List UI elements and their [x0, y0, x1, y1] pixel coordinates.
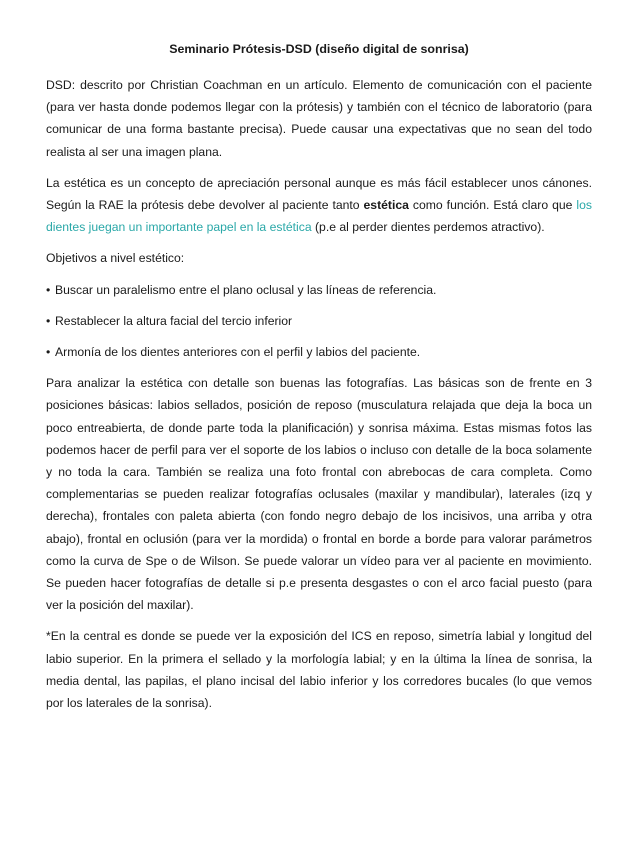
- bullet-dot: •: [46, 313, 51, 328]
- paragraph-estetica-text-a: La estética es un concepto de apreciación personal aunque es más fácil establecer unos cánones. Según la RAE la prótesis debe devolver al paciente tanto: [46, 175, 592, 213]
- objetivos-label: Objetivos a nivel estético:: [46, 251, 185, 266]
- bullet-dot: •: [46, 345, 51, 360]
- paragraph-estetica-text-c: (p.e al perder dientes perdemos atractivo).: [311, 220, 545, 235]
- document-page: [46, 40, 592, 723]
- paragraph-estetica: [46, 172, 592, 239]
- bullet-item: [46, 279, 592, 301]
- document-title: Seminario Prótesis-DSD (diseño digital de sonrisa): [169, 42, 469, 56]
- bullet-dot: •: [46, 282, 51, 297]
- bullet-text: Buscar un paralelismo entre el plano oclusal y las líneas de referencia.: [55, 282, 437, 297]
- highlighted-phrase: los dientes juegan un importante papel en la estética: [46, 198, 592, 235]
- bullet-text: Armonía de los dientes anteriores con el perfil y labios del paciente.: [55, 345, 421, 360]
- paragraph-estetica-text-b: como función. Está claro que: [408, 198, 577, 213]
- paragraph-dsd: DSD: descrito por Christian Coachman en un artículo. Elemento de comunicación con el paciente (para ver hasta donde podemos llegar con la prótesis) y también con el técnico de laboratorio (para comunicar de una forma bastante precisa). Puede causar una expectativas que no sean del todo realista al ser una imagen plana.: [46, 78, 592, 159]
- bullet-item: [46, 310, 592, 332]
- bullet-text: Restablecer la altura facial del tercio inferior: [55, 313, 293, 328]
- paragraph-nota-central: *En la central es donde se puede ver la exposición del ICS en reposo, simetría labial y longitud del labio superior. En la primera el sellado y la morfología labial; y en la última la línea de sonrisa, la media dental, las papilas, el plano incisal del labio inferior y los corredores bucales (lo que vemos por los laterales de la sonrisa).: [46, 629, 592, 711]
- bullet-item: [46, 341, 592, 363]
- bold-estetica: estética: [363, 198, 409, 213]
- paragraph-fotografias: Para analizar la estética con detalle son buenas las fotografías. Las básicas son de frente en 3 posiciones básicas: labios sellados, posición de reposo (musculatura relajada que deja la boca un poco entreabierta, de donde parte toda la planificación) y sonrisa máxima. Estas mismas fotos las podemos hacer de perfil para ver el soporte de los labios o incluso con detalle de la boca solamente y no toda la cara. También se realiza una foto frontal con abrebocas de cara completa. Como complementarias se pueden realizar fotografías oclusales (maxilar y mandibular), laterales (izq y derecha), frontales con paleta abierta (con fondo negro debajo de los incisivos, una arriba y otra abajo), frontal en oclusión (para ver la mordida) o frontal en borde a borde para valorar parámetros como la curva de Spe o de Wilson. Se puede valorar un vídeo para ver al paciente en movimiento. Se pueden hacer fotografías de detalle si p.e presenta desgastes o con el arco facial puesto (para ver la posición del maxilar).: [46, 376, 592, 613]
